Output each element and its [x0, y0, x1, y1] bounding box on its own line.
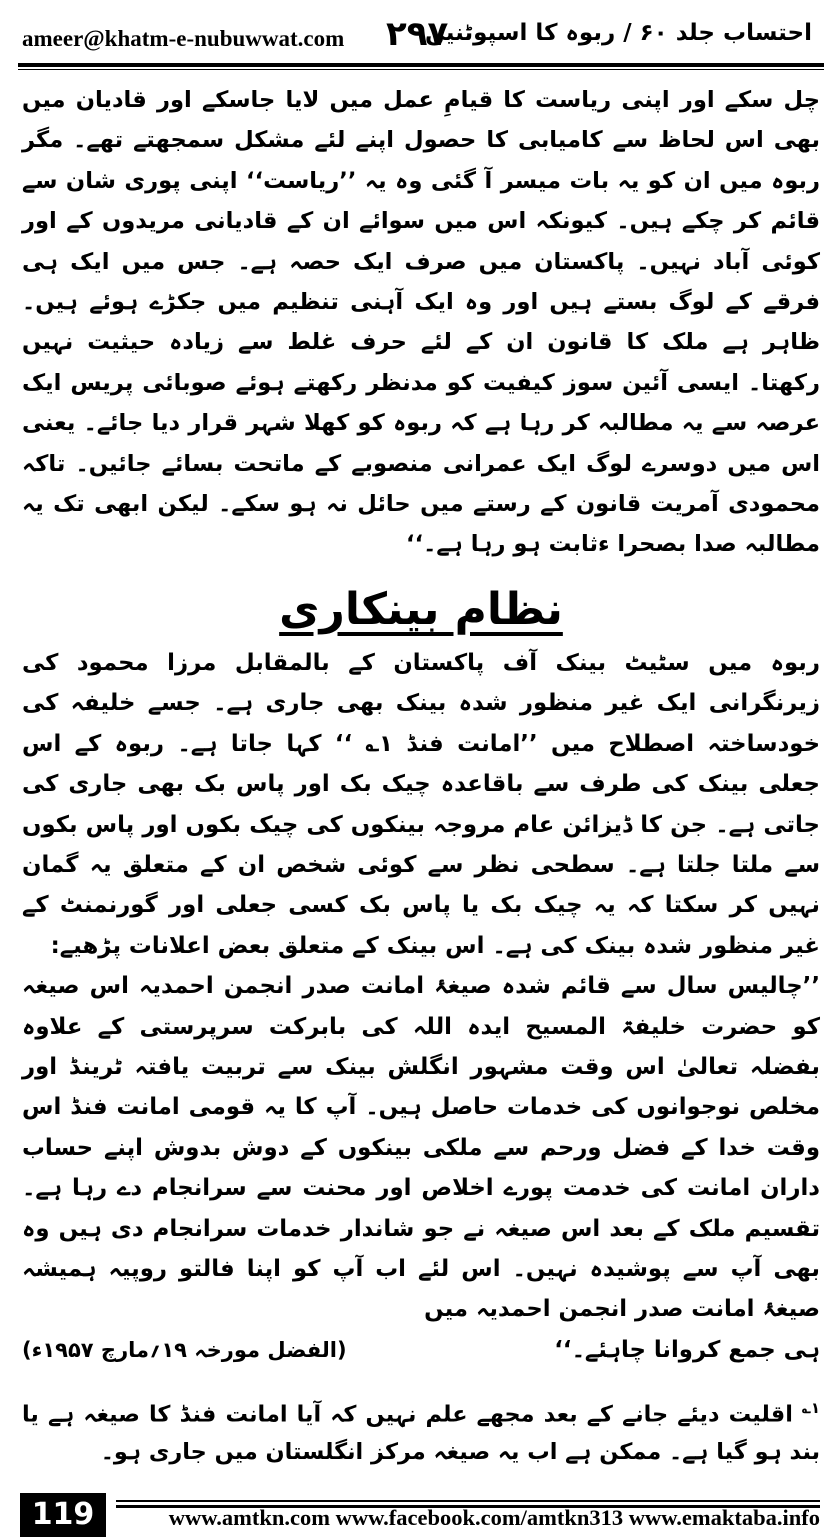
header-rule-thick — [18, 63, 824, 67]
paragraph-rabwah-state: چل سکے اور اپنی ریاست کا قیامِ عمل میں لایا جاسکے اور قادیان میں بھی اس لحاظ سے کامیابی کا حصول اپنے لئے مشکل سمجھتے تھے۔ مگر ربوہ میں ان کو یہ بات میسر آ گئی وہ یہ ’’ریاست‘‘ اپنی پوری شان سے قائم کر چکے ہیں۔ کیونکہ اس میں سوائے ان کے قادیانی مریدوں کے اور کوئی آباد نہیں۔ پاکستان میں صرف ایک حصہ ہے۔ جس میں ایک ہی فرقے کے لوگ بستے ہیں اور وہ ایک آہنی تنظیم میں جکڑے ہوئے ہیں۔ ظاہر ہے ملک کا قانون ان کے لئے حرف غلط سے زیادہ حیثیت نہیں رکھتا۔ ایسی آئین سوز کیفیت کو مدنظر رکھتے ہوئے صوبائی پریس ایک عرصہ سے یہ مطالبہ کر رہا ہے کہ ربوہ کو کھلا شہر قرار دیا جائے۔ یعنی اس میں دوسرے لوگ ایک عمرانی منصوبے کے ماتحت بسائے جائیں۔ تاکہ محمودی آمریت قانون کے رستے میں حائل نہ ہو سکے۔ لیکن ابھی تک یہ مطالبہ صدا بصحرا ءثابت ہو رہا ہے۔‘‘ — [22, 87, 820, 558]
header-book-title: احتساب جلد ۶۰ / ربوہ کا اسپوٹنین — [425, 20, 812, 46]
page-body — [22, 80, 820, 1471]
quote-source-citation: (الفضل مورخہ ۱۹؍مارچ ۱۹۵۷ء) — [22, 1337, 347, 1362]
footer-rule-thin — [116, 1500, 820, 1502]
footnote — [22, 1390, 820, 1470]
quote-end-text: ہی جمع کروانا چاہئے۔‘‘ — [554, 1336, 820, 1363]
header-page-number: ۲۹۷ — [386, 14, 449, 54]
footer-page-number: 119 — [20, 1493, 106, 1537]
header-email: ameer@khatm-e-nubuwwat.com — [22, 26, 345, 51]
section-heading: نظام بینکاری — [279, 583, 563, 635]
page-footer — [0, 1486, 840, 1540]
paragraph-banking-system: ربوہ میں سٹیٹ بینک آف پاکستان کے بالمقابل مرزا محمود کی زیرنگرانی ایک غیر منظور شدہ بینک بھی جاری ہے۔ جسے خلیفہ کی خودساختہ اصطلاح میں ’’امانت فنڈ ۱؎ ‘‘ کہا جاتا ہے۔ ربوہ کے اس جعلی بینک کی طرف سے باقاعدہ چیک بک اور پاس بک بھی جاری کی جاتی ہے۔ جن کا ڈیزائن عام مروجہ بینکوں کی چیک بکوں اور پاس بکوں سے ملتا جلتا ہے۔ سطحی نظر سے کوئی شخص ان کے متعلق یہ گمان نہیں کر سکتا کہ یہ چیک بک یا پاس بک کسی جعلی اور گورنمنٹ کے غیر منظور شدہ بینک کی ہے۔ اس بینک کے متعلق بعض اعلانات پڑھیے: — [22, 649, 820, 959]
header-rule-thin — [18, 69, 824, 70]
quote-ending-line — [22, 1330, 820, 1370]
paragraph-announcement-quote: ’’چالیس سال سے قائم شدہ صیغۂ امانت صدر انجمن احمدیہ اس صیغہ کو حضرت خلیفۃ المسیح ایدہ اللہ کی بابرکت سرپرستی کے علاوہ بفضلہ تعالیٰ اس وقت مشہور انگلش بینک سے تربیت یافتہ ٹرینڈ اور مخلص نوجوانوں کی خدمات حاصل ہیں۔ آپ کا یہ قومی امانت فنڈ اس وقت خدا کے فضل ورحم سے ملکی بینکوں کے دوش بدوش اپنے حساب داران امانت کی خدمت پورے اخلاص اور محنت سے سرانجام دے رہا ہے۔ تقسیم ملک کے بعد اس صیغہ نے جو شاندار خدمات سرانجام دی ہیں وہ بھی آپ سے پوشیدہ نہیں۔ اس لئے اب آپ کو اپنا فالتو روپیہ ہمیشہ صیغۂ امانت صدر انجمن احمدیہ میں — [22, 973, 820, 1323]
page-header — [0, 0, 840, 70]
footnote-marker: ۱؎ — [802, 1399, 820, 1418]
footnote-text: اقلیت دیئے جانے کے بعد مجھے علم نہیں کہ آیا امانت فنڈ کا صیغہ ہے یا بند ہو گیا ہے۔ ممکن ہے اب یہ صیغہ مرکز انگلستان میں جاری ہو۔ — [22, 1401, 820, 1465]
footer-website-links: www.amtkn.com www.facebook.com/amtkn313 www.emaktaba.info — [168, 1505, 820, 1530]
